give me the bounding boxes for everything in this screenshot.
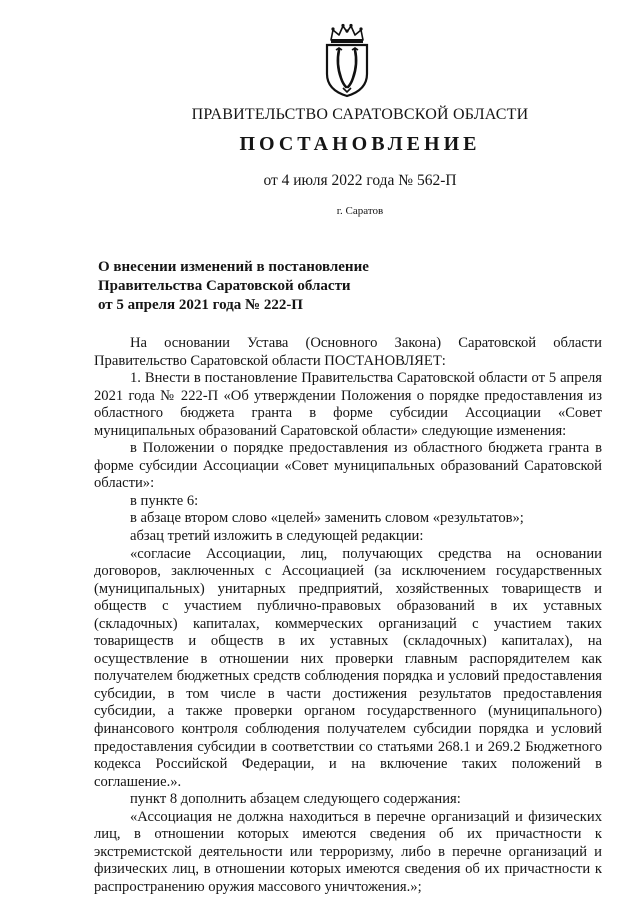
body-paragraph: пункт 8 дополнить абзацем следующего содержания:	[130, 791, 461, 808]
body-paragraph: 1. Внести в постановление Правительства Саратовской области от 5 апреля 2021 года № 222-П «Об утверждении Положения о порядке предоставления из областного бюджета гранта в форме субсидии Ассоциации «Совет муниципальных образований Саратовской области» следующие изменения:	[94, 370, 602, 439]
body-paragraph: абзац третий изложить в следующей редакции:	[130, 528, 424, 545]
document-body	[94, 335, 602, 897]
saratov-coat-of-arms-icon	[323, 22, 371, 98]
subject-line: Правительства Саратовской области	[98, 278, 351, 294]
body-paragraph: в пункте 6:	[130, 492, 199, 509]
body-paragraph: в Положении о порядке предоставления из областного бюджета гранта в форме субсидии Ассоциации «Совет муниципальных образований Саратовской области»:	[94, 440, 602, 492]
body-paragraph: «согласие Ассоциации, лиц, получающих средства на основании договоров, заключенных с Ассоциацией (за исключением государственных (муниципальных) унитарных предприятий, хозяйственных товариществ и обществ с участием публично-правовых образований в их уставных (складочных) капиталах, коммерческих организаций с участием таких товариществ и обществ в их уставных (складочных) капиталах), на осуществление в отношении них проверки главным распорядителем как получателем бюджетных средств соблюдения порядка и условий предоставления субсидии, в том числе в части достижения результатов предоставления субсидии, а также проверки органом государственного (муниципального) финансового контроля соблюдения получателем субсидии порядка и условий предоставления субсидии в соответствии со статьями 268.1 и 269.2 Бюджетного кодекса Российской Федерации, и на включение таких положений в соглашение.».	[94, 545, 602, 790]
document-date-number: от 4 июля 2022 года № 562-П	[263, 172, 457, 189]
body-paragraph: «Ассоциация не должна находиться в перечне организаций и физических лиц, в отношении которых имеются сведения об их причастности к экстремистской деятельности или терроризму, либо в перечне организаций и физических лиц, в отношении которых имеются сведения об их причастности к распространению оружия массового уничтожения.»;	[94, 808, 602, 895]
government-name: ПРАВИТЕЛЬСТВО САРАТОВСКОЙ ОБЛАСТИ	[191, 106, 529, 123]
document-subject	[98, 258, 369, 315]
body-paragraph: На основании Устава (Основного Закона) Саратовской области Правительство Саратовской области ПОСТАНОВЛЯЕТ:	[94, 335, 602, 369]
document-type-title: ПОСТАНОВЛЕНИЕ	[239, 133, 481, 155]
subject-line: О внесении изменений в постановление	[98, 259, 369, 275]
document-city: г. Саратов	[336, 205, 384, 217]
subject-line: от 5 апреля 2021 года № 222-П	[98, 297, 303, 313]
body-paragraph: в абзаце втором слово «целей» заменить словом «результатов»;	[130, 510, 524, 527]
